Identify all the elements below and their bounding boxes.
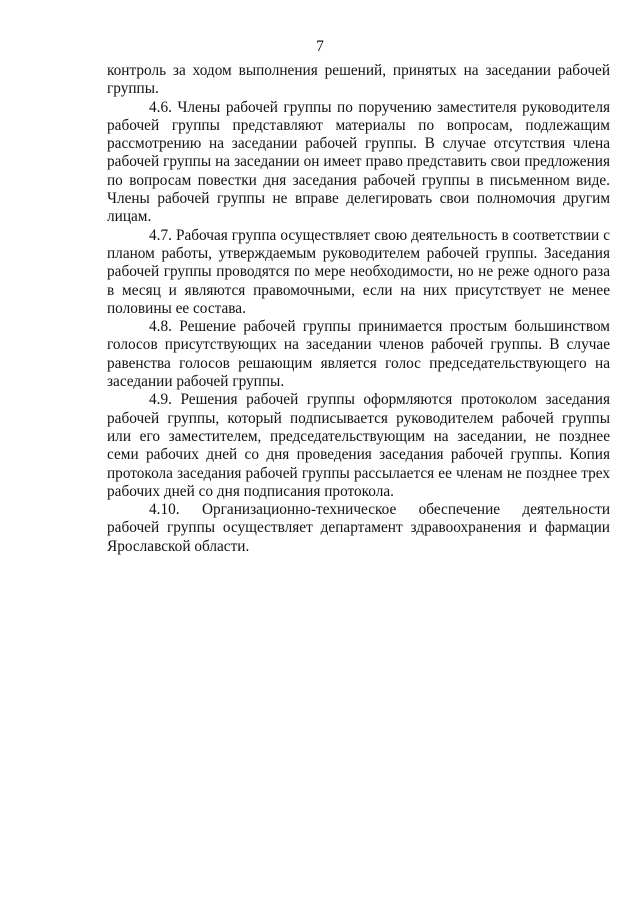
paragraph-4-9: 4.9. Решения рабочей группы оформляются протоколом заседания рабочей группы, который подписывается руководителем рабочей группы или его заместителем, председательствующим на заседании, не позднее семи рабочих дней со дня проведения заседания рабочей группы. Копия протокола заседания рабочей группы рассылается ее членам не позднее трех рабочих дней со дня подписания протокола.: [107, 391, 610, 500]
paragraph-continuation: контроль за ходом выполнения решений, принятых на заседании рабочей группы.: [107, 62, 610, 98]
paragraph-4-7: 4.7. Рабочая группа осуществляет свою деятельность в соответствии с планом работы, утверждаемым руководителем рабочей группы. Заседания рабочей группы проводятся по мере необходимости, но не реже одного раза в месяц и являются правомочными, если на них присутствует не менее половины ее состава.: [107, 226, 610, 317]
page-number: 7: [316, 38, 324, 55]
document-body: [107, 62, 610, 556]
paragraph-4-8: 4.8. Решение рабочей группы принимается простым большинством голосов присутствующих на заседании членов рабочей группы. В случае равенства голосов решающим является голос председательствующего на заседании рабочей группы.: [107, 318, 610, 391]
paragraph-4-6: 4.6. Члены рабочей группы по поручению заместителя руководителя рабочей группы представляют материалы по вопросам, подлежащим рассмотрению на заседании рабочей группы. В случае отсутствия члена рабочей группы на заседании он имеет право представить свои предложения по вопросам повестки дня заседания рабочей группы в письменном виде. Члены рабочей группы не вправе делегировать свои полномочия другим лицам.: [107, 98, 610, 226]
paragraph-4-10: 4.10. Организационно-техническое обеспечение деятельности рабочей группы осуществляет департамент здравоохранения и фармации Ярославской области.: [107, 501, 610, 555]
